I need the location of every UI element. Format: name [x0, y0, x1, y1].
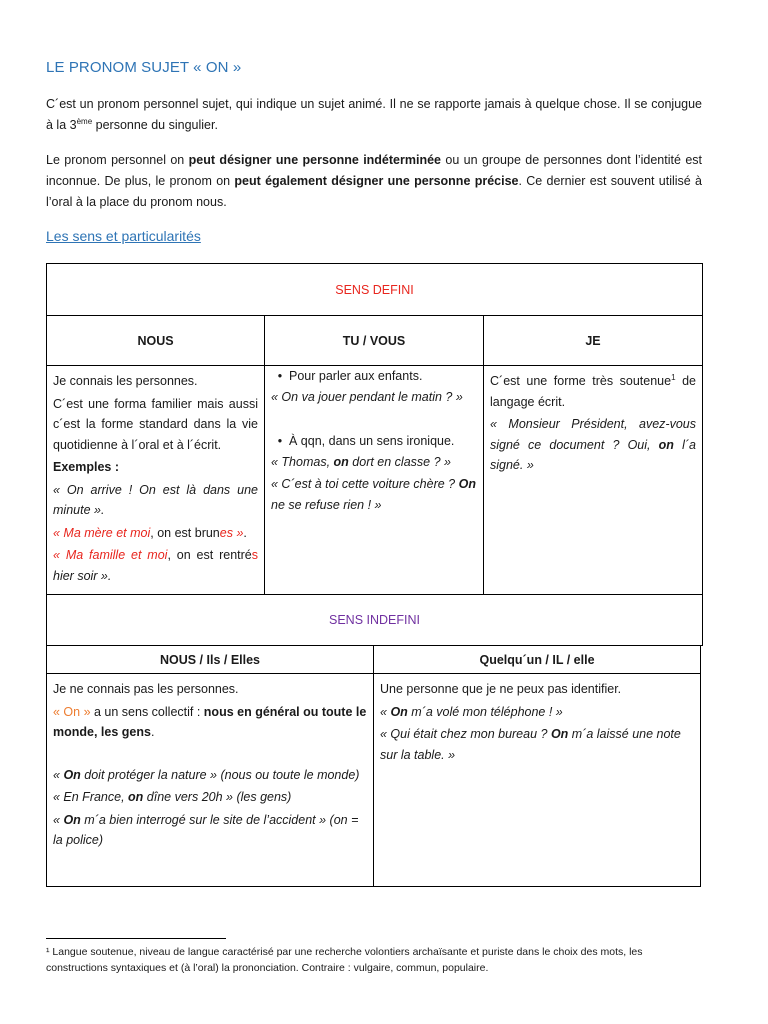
cell-defini-tu-vous: • Pour parler aux enfants. « On va jouer pendant le matin ? » • À qqn, dans un sens ironique. « Thomas, on dort en classe ? » « C´est à toi cette voiture chère ? On ne se refuse rien ! » — [264, 365, 484, 595]
section-title: Les sens et particularités — [46, 228, 201, 244]
cell-indefini-left: Je ne connais pas les personnes. « On » a un sens collectif : nous en général ou toute le monde, les gens. « On doit protéger la nature » (nous ou toute le monde) « En France, on dîne vers 20h » (les gens) « On m´a bien interrogé sur le site de l’accident » (on = la police) — [46, 673, 374, 887]
col-header-tu-vous: TU / VOUS — [264, 315, 484, 366]
page-title: LE PRONOM SUJET « ON » — [46, 59, 242, 76]
intro-paragraph-2: Le pronom personnel on peut désigner une personne indéterminée ou un groupe de personnes dont l’identité est inconnue. De plus, le pronom on peut également désigner une personne précise. Ce dernier est souvent utilisé à l’oral à la place du pronom nous. — [46, 153, 702, 209]
cell-defini-je: C´est une forme très soutenue$^1$ de langage écrit. « Monsieur Président, avez-vous signé ce document ? Oui, on l´a signé. » — [483, 365, 703, 595]
cell-defini-nous: Je connais les personnes. C´est une forma familier mais aussi c´est la forme standard dans la vie quotidienne à l´oral et à l´écrit. Exemples : « On arrive ! On est là dans une minute ». « Ma mère et moi, on est brunes ». « Ma famille et moi, on est rentrés hier soir ». — [46, 365, 265, 595]
footnote: ¹ Langue soutenue, niveau de langue caractérisé par une recherche volontiers archaïsante et puriste dans le choix des mots, les constructions syntaxiques et (à l’oral) la prononciation. Contraire : vulgaire, commun, populaire. — [46, 946, 643, 974]
col-header-quelquun: Quelqu´un / IL / elle — [373, 645, 701, 674]
intro-paragraph-1: C´est un pronom personnel sujet, qui indique un sujet animé. Il ne se rapporte jamais à quelque chose. Il se conjugue à la 3ème personne du singulier. — [46, 97, 702, 132]
sens-indefini-header: SENS INDEFINI — [46, 594, 703, 646]
col-header-nous: NOUS — [46, 315, 265, 366]
col-header-nous-ils-elles: NOUS / Ils / Elles — [46, 645, 374, 674]
cell-indefini-right: Une personne que je ne peux pas identifier. « On m´a volé mon téléphone ! » « Qui était chez mon bureau ? On m´a laissé une note sur la table. » — [373, 673, 701, 887]
sens-defini-header: SENS DEFINI — [46, 263, 703, 316]
col-header-je: JE — [483, 315, 703, 366]
footnote-separator — [46, 938, 226, 939]
